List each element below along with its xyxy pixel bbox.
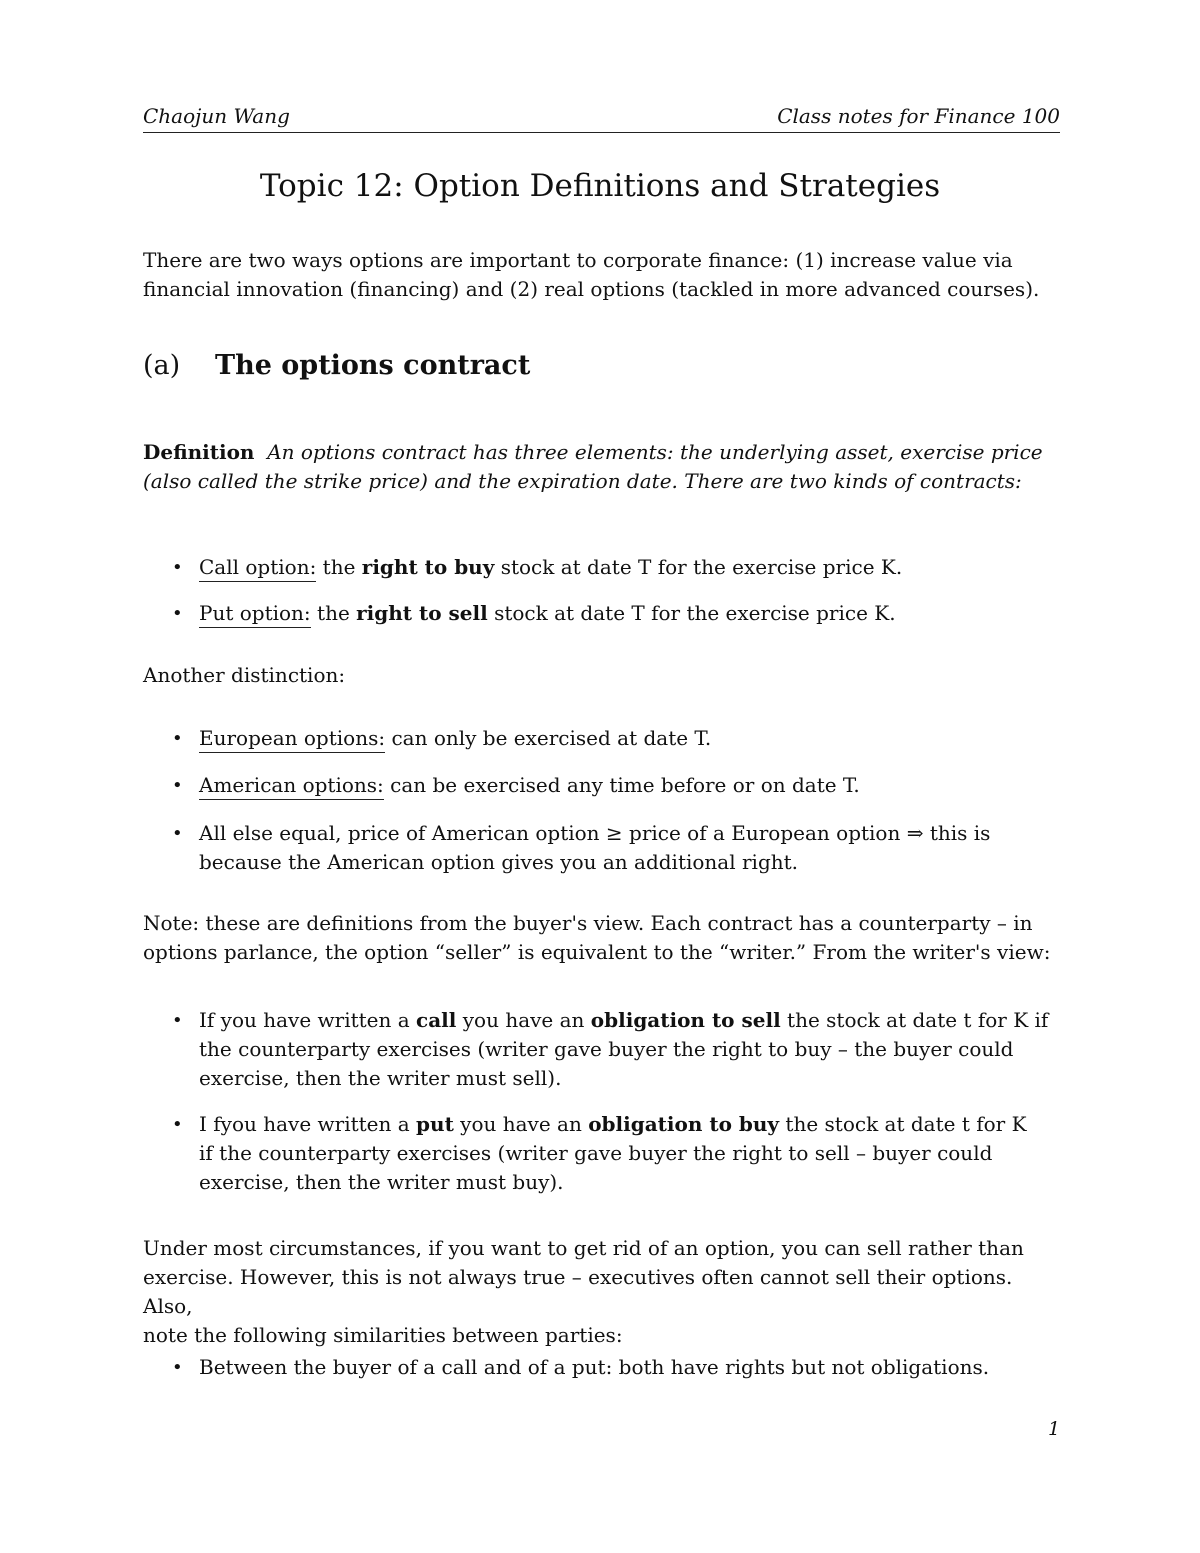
bullet-icon: • [172,823,183,844]
list-item: • If you have written a call you have an obligation to sell the stock at date t for K if the counterparty exercises (writer gave buyer the right to buy – the buyer could exercise, then the writer must sell). [172,1008,1049,1090]
bullet-icon: • [172,1114,183,1135]
intro-line: There are two ways options are important to corporate finance: (1) increase value via [143,248,1013,272]
section-number: (a) [143,350,181,381]
list-item: • All else equal, price of American option ≥ price of a European option ⇒ this is because the American option gives you an additional right. [172,821,991,874]
list-item: • American options: can be exercised any time before or on date T. [199,771,1063,800]
list-item: • I fyou have written a put you have an obligation to buy the stock at date t for K if the counterparty exercises (writer gave buyer the right to sell – buyer could exercise, then the writer must buy). [172,1112,1027,1194]
list-item: • Between the buyer of a call and of a put: both have rights but not obligations. [199,1353,1063,1382]
section-heading [143,350,530,381]
page-number: 1 [1048,1418,1061,1440]
bullet-icon: • [172,775,183,796]
definition-text: (also called the strike price) and the expiration date. There are two kinds of contracts: [143,469,1022,493]
header-author: Chaojun Wang [143,104,290,128]
intro-paragraph [143,246,1063,304]
term-american-options: American options: [199,773,384,800]
header-course: Class notes for Finance 100 [777,104,1060,128]
under-paragraph: Under most circumstances, if you want to get rid of an option, you can sell rather than exercise. However, this is not always true – executives often cannot sell their options. Also, note the following similarities between parties: [143,1236,1024,1347]
bullet-icon: • [172,603,183,624]
definition-label: Definition [143,440,255,464]
intro-line: financial innovation (financing) and (2) real options (tackled in more advanced courses). [143,277,1040,301]
definition-paragraph [143,438,1063,496]
bullet-icon: • [172,557,183,578]
bullet-icon: • [172,728,183,749]
term-european-options: European options: [199,726,385,753]
page-title: Topic 12: Option Definitions and Strategies [259,168,941,204]
term-call-option: Call option: [199,555,316,582]
note-paragraph: Note: these are definitions from the buyer's view. Each contract has a counterparty – in options parlance, the option “seller” is equivalent to the “writer.” From the writer's view: [143,911,1051,964]
section-title: The options contract [215,350,531,381]
term-put-option: Put option: [199,601,311,628]
another-distinction: Another distinction: [143,663,346,687]
running-header [143,104,1060,133]
bullet-icon: • [172,1357,183,1378]
list-item: • Put option: the right to sell stock at date T for the exercise price K. [199,599,1063,628]
list-item: • Call option: the right to buy stock at date T for the exercise price K. [199,553,1063,582]
definition-text: An options contract has three elements: the underlying asset, exercise price [267,440,1043,464]
list-item: • European options: can only be exercised at date T. [199,724,1063,753]
bullet-icon: • [172,1010,183,1031]
